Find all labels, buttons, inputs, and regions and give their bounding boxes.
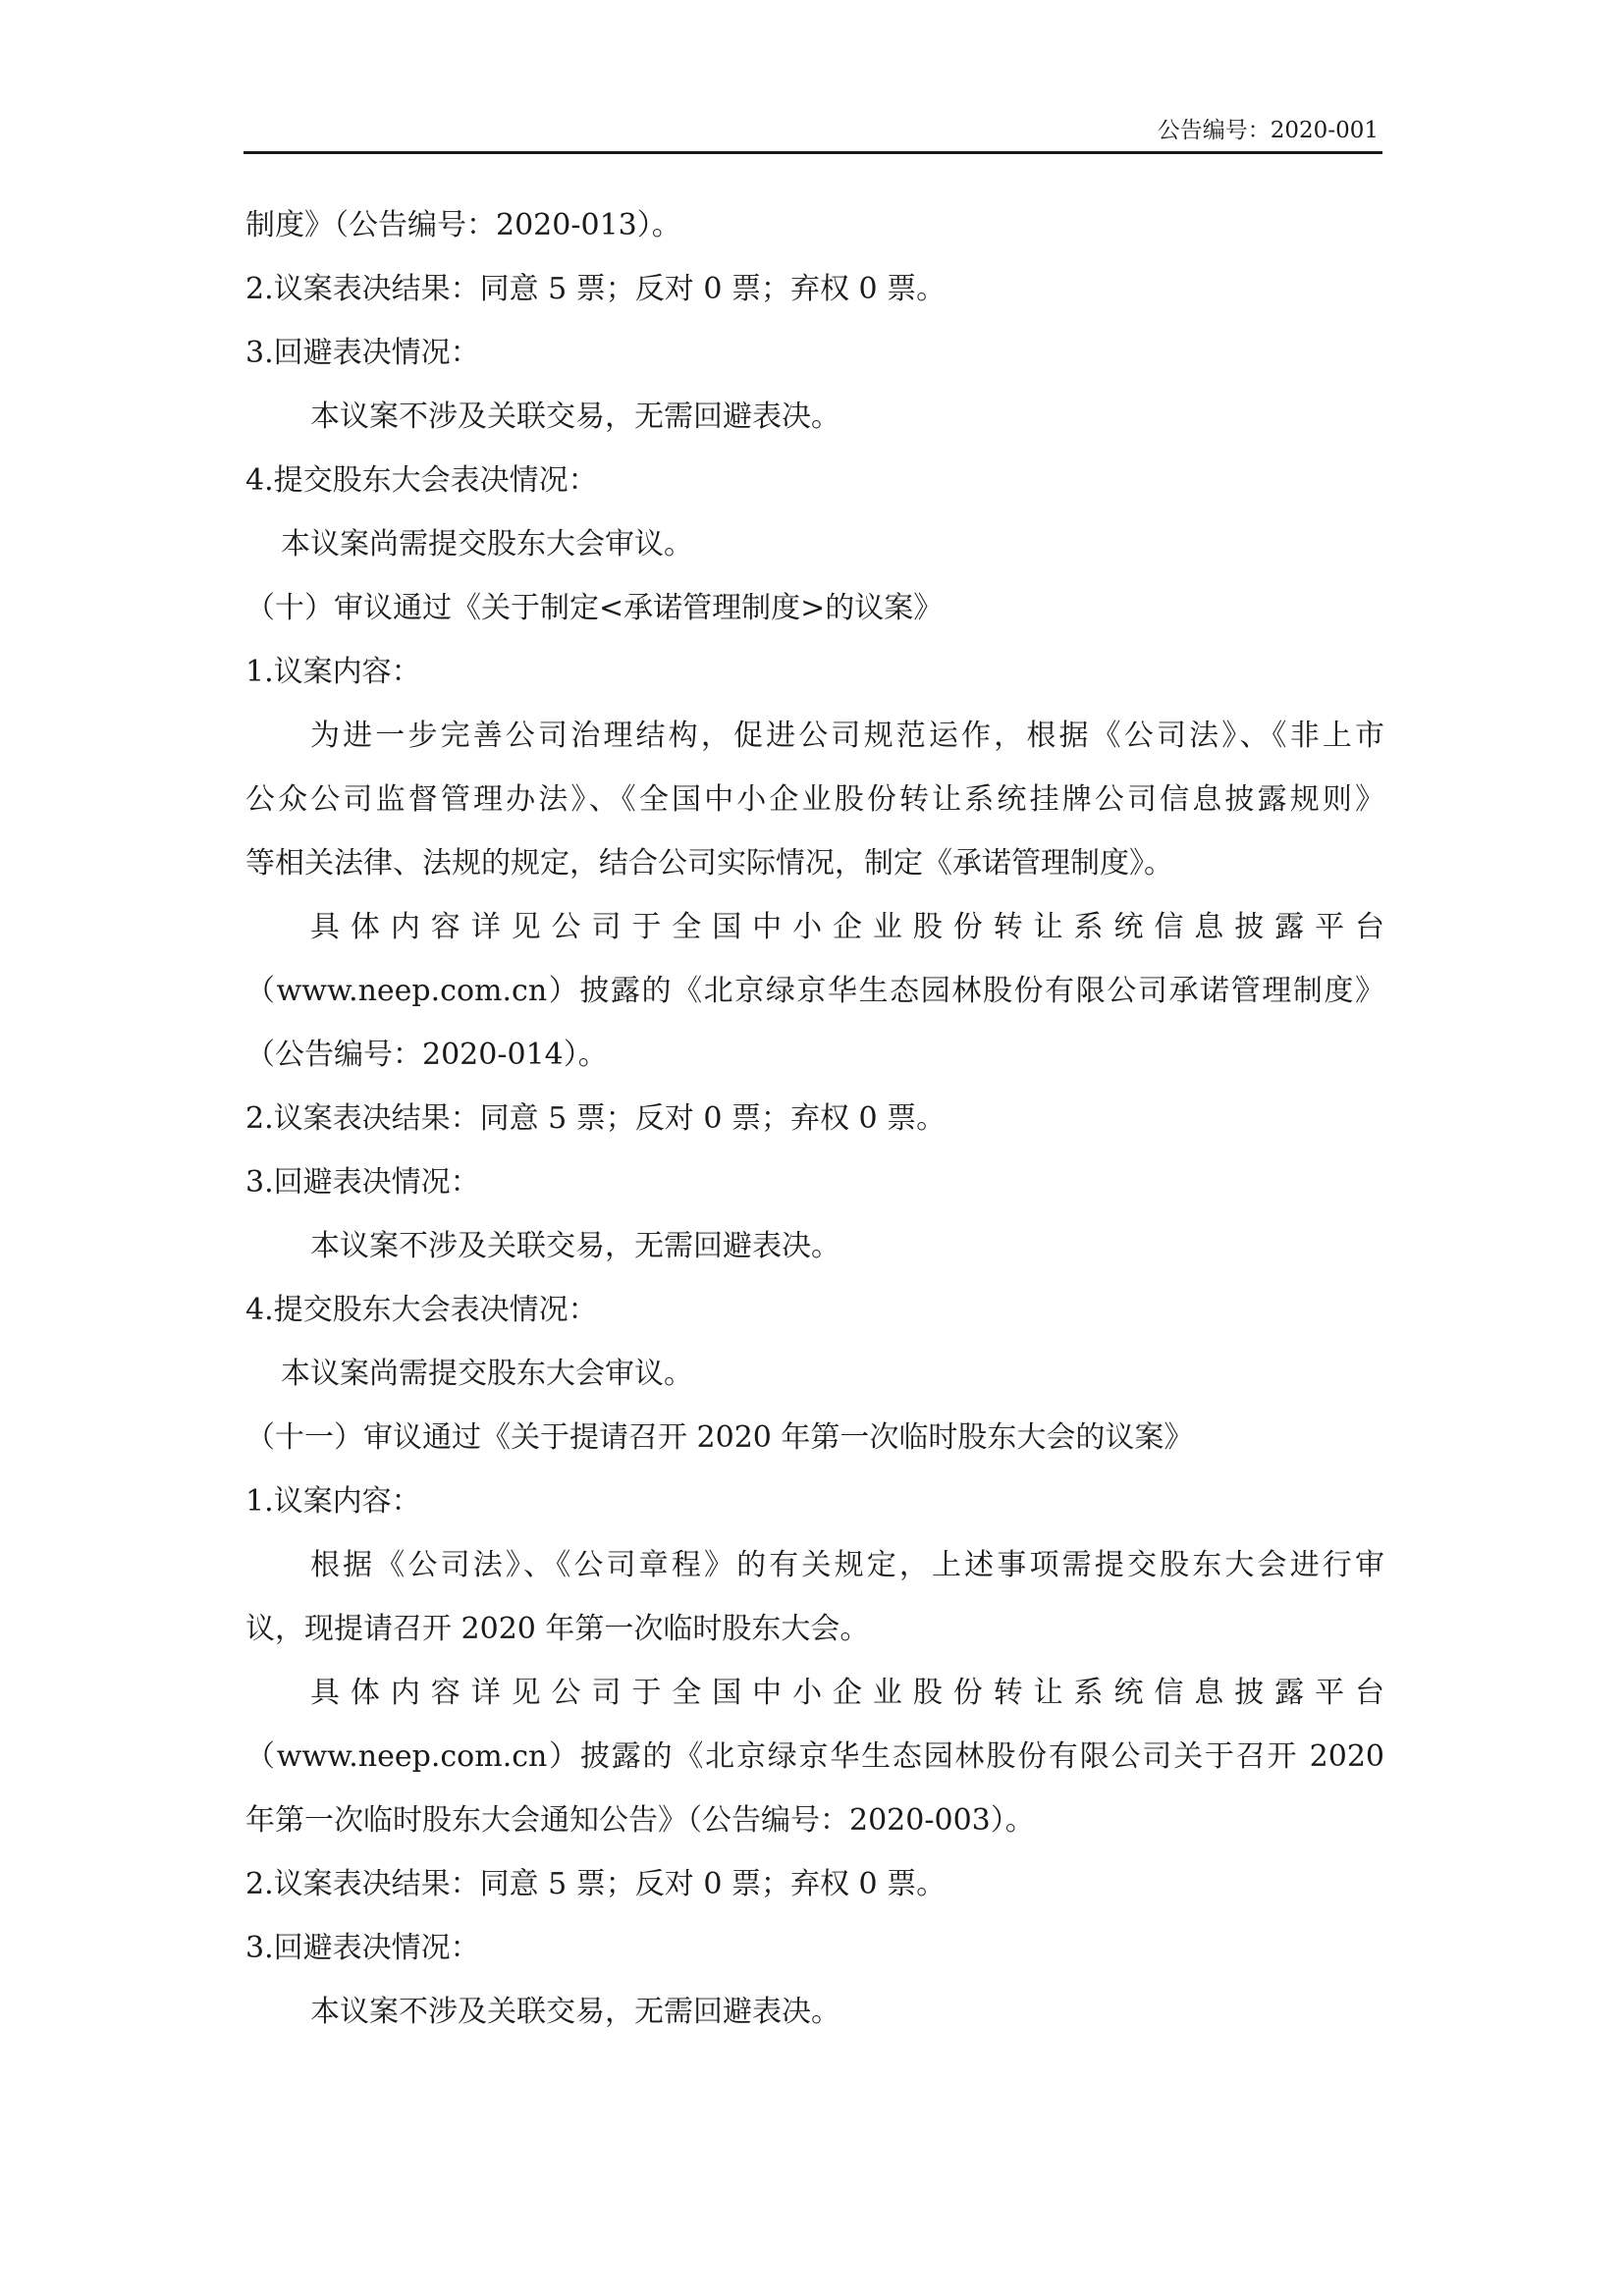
motion-title: （十）审议通过《关于制定<承诺管理制度>的议案》 — [245, 591, 944, 625]
vote-result-line: 2.议案表决结果：同意 5 票；反对 0 票；弃权 0 票。 — [245, 1867, 947, 1901]
paragraph-line: 本议案不涉及关联交易，无需回避表决。 — [310, 1229, 840, 1263]
paragraph-line: 根据《公司法》、《公司章程》的有关规定，上述事项需提交股东大会进行审 — [310, 1548, 1384, 1582]
paragraph-line: 等相关法律、法规的规定，结合公司实际情况，制定《承诺管理制度》。 — [245, 846, 1173, 881]
section-heading: 3.回避表决情况： — [245, 1165, 480, 1200]
vote-result-line: 2.议案表决结果：同意 5 票；反对 0 票；弃权 0 票。 — [245, 1101, 947, 1136]
paragraph-line: 为进一步完善公司治理结构，促进公司规范运作，根据《公司法》、《非上市 — [310, 719, 1384, 753]
paragraph-line: 本议案尚需提交股东大会审议。 — [281, 527, 693, 561]
section-heading: 4.提交股东大会表决情况： — [245, 463, 598, 498]
paragraph-line: 具体内容详见公司于全国中小企业股份转让系统信息披露平台 — [310, 1676, 1384, 1710]
paragraph-line: 公众公司监督管理办法》、《全国中小企业股份转让系统挂牌公司信息披露规则》 — [245, 782, 1384, 817]
section-heading: 1.议案内容： — [245, 655, 421, 689]
section-heading: 3.回避表决情况： — [245, 1931, 480, 1965]
paragraph-line: 本议案不涉及关联交易，无需回避表决。 — [310, 400, 840, 434]
paragraph-line: 具体内容详见公司于全国中小企业股份转让系统信息披露平台 — [310, 910, 1384, 944]
document-body — [245, 204, 1384, 2055]
section-heading: 4.提交股东大会表决情况： — [245, 1293, 598, 1327]
paragraph-line: 本议案不涉及关联交易，无需回避表决。 — [310, 1995, 840, 2029]
paragraph-line: （公告编号：2020-014）。 — [245, 1038, 608, 1072]
page-header — [244, 108, 1382, 154]
section-heading: 1.议案内容： — [245, 1484, 421, 1519]
vote-result-line: 2.议案表决结果：同意 5 票；反对 0 票；弃权 0 票。 — [245, 272, 947, 306]
motion-title: （十一）审议通过《关于提请召开 2020 年第一次临时股东大会的议案》 — [245, 1420, 1194, 1455]
paragraph-line: 议，现提请召开 2020 年第一次临时股东大会。 — [245, 1612, 870, 1646]
document-number: 公告编号：2020-001 — [1157, 118, 1379, 143]
section-heading: 3.回避表决情况： — [245, 336, 480, 370]
paragraph-line: （www.neep.com.cn）披露的《北京绿京华生态园林股份有限公司承诺管理制度》 — [245, 974, 1384, 1008]
paragraph-line: （www.neep.com.cn）披露的《北京绿京华生态园林股份有限公司关于召开 2020 — [245, 1739, 1384, 1774]
paragraph-line: 制度》（公告编号：2020-013）。 — [245, 208, 681, 242]
paragraph-line: 年第一次临时股东大会通知公告》（公告编号：2020-003）。 — [245, 1803, 1035, 1838]
paragraph-line: 本议案尚需提交股东大会审议。 — [281, 1357, 693, 1391]
